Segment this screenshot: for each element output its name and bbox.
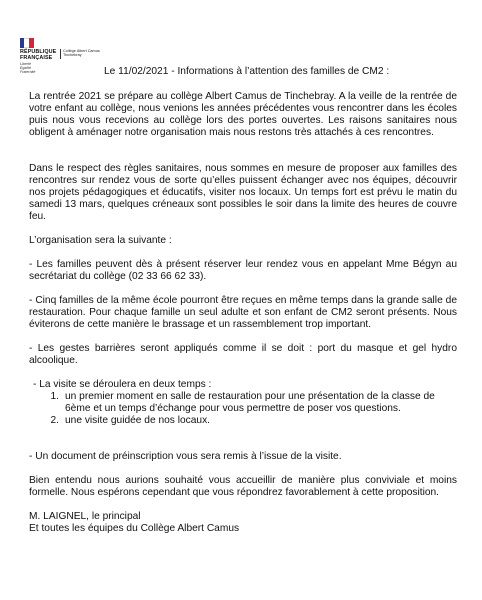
college-line1: Collège Albert Camus <box>63 49 100 53</box>
list-item-text: un premier moment en salle de restauration pour une présentation de la classe de 6ème et un temps d’échange pour vous permettre de poser vos questions. <box>65 391 435 414</box>
republique-line2: FRANÇAISE <box>20 55 53 61</box>
letterhead-divider <box>60 49 61 59</box>
visit-steps-list <box>47 391 455 427</box>
paragraph-organisation: L’organisation sera la suivante : <box>29 235 172 246</box>
paragraph-gestes-barrieres: - Les gestes barrières seront appliqués comme il se doit : port du masque et gel hydro alcoolique. <box>29 343 457 366</box>
college-line2: Tinchebray <box>63 53 82 58</box>
signature-equipes: Et toutes les équipes du Collège Albert Camus <box>29 523 240 534</box>
marianne-flag-logo <box>20 38 34 48</box>
college-name <box>63 49 100 58</box>
paragraph-regles-sanitaires: Dans le respect des règles sanitaires, nous sommes en mesure de proposer aux familles des rencontres sur rendez vous de sorte qu’elles puissent échanger avec nos équipes, découvrir nos projets pédagogiques et éducatifs, visiter nos locaux. Un temps fort est prévu le matin du samedi 13 mars, quelques créneaux sont possibles le soir dans la limite des heures de couvre feu. <box>29 163 457 222</box>
paragraph-rentree: La rentrée 2021 se prépare au collège Albert Camus de Tinchebray. A la veille de la rentrée de votre enfant au collège, nous venions les années précédentes vous rencontrer dans les écoles puis nous vous recevions au collège lors des portes ouvertes. Les raisons sanitaires nous obligent à aménager notre organisation mais nous restons très attachés à ces rencontres. <box>29 91 457 138</box>
list-item-number: 1. <box>50 391 59 402</box>
paragraph-conclusion: Bien entendu nous aurions souhaité vous accueillir de manière plus conviviale et moins formelle. Nous espérons cependant que vous répondrez favorablement à cette proposition. <box>29 475 457 498</box>
paragraph-visite: - La visite se déroulera en deux temps : <box>33 379 212 390</box>
republique-line1: RÉPUBLIQUE <box>20 49 57 55</box>
paragraph-preinscription: - Un document de préinscription vous sera remis à l’issue de la visite. <box>29 451 342 462</box>
document-title: Le 11/02/2021 - Informations à l’attention des familles de CM2 : <box>104 66 390 77</box>
paragraph-rendez-vous: - Les familles peuvent dès à présent réserver leur rendez vous en appelant Mme Bégyn au secrétariat du collège (02 33 66 62 33). <box>29 259 457 282</box>
motto-fraternite: Fraternité <box>20 70 36 75</box>
motto-liberte: Liberté <box>20 62 31 66</box>
paragraph-cinq-familles: - Cinq familles de la même école pourront être reçues en même temps dans la grande salle de restauration. Pour chaque famille un seul adulte et son enfant de CM2 seront présents. Nous éviterons de cette manière le brassage et un rassemblement trop important. <box>29 295 457 330</box>
motto-egalite: Égalité <box>20 66 31 71</box>
signature-principal: M. LAIGNEL, le principal <box>29 511 141 522</box>
motto <box>20 62 35 75</box>
list-item <box>47 415 455 427</box>
list-item <box>47 391 455 415</box>
list-item-number: 2. <box>50 415 59 426</box>
republique-francaise-label <box>20 49 56 61</box>
list-item-text: une visite guidée de nos locaux. <box>65 415 210 426</box>
